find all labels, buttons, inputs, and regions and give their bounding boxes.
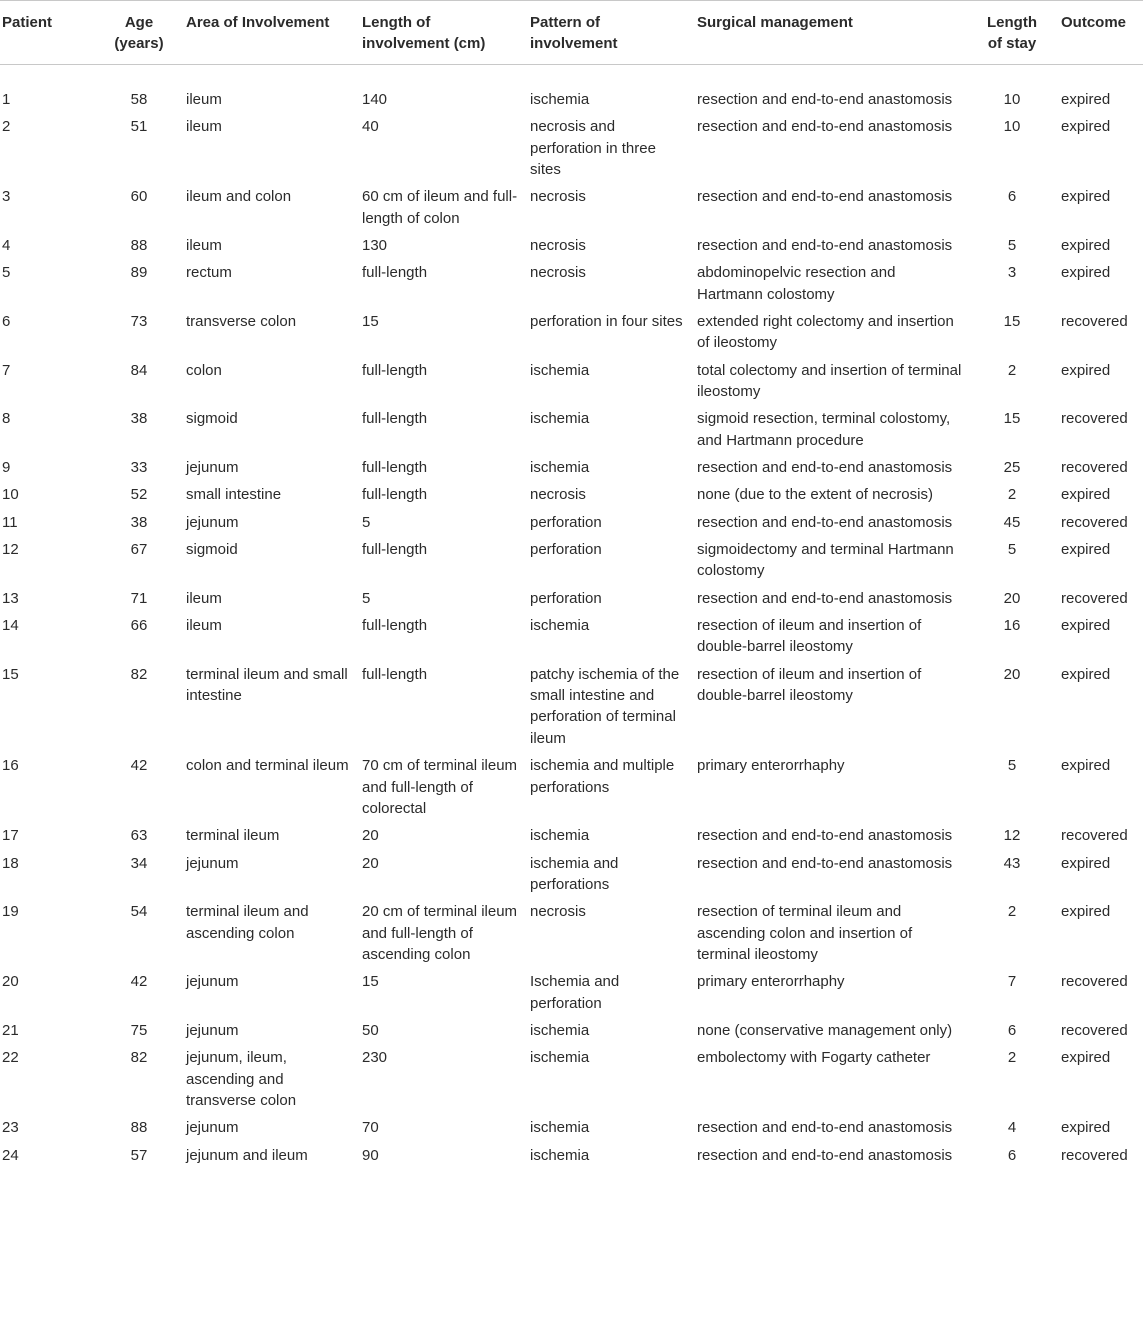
cell-length: 60 cm of ileum and full-length of colon	[362, 188, 518, 227]
cell-outcome: expired	[1061, 757, 1111, 775]
cell-stay: 2	[1007, 903, 1017, 921]
cell-surgical: abdominopelvic resection and Hartmann colostomy	[697, 264, 896, 303]
cell-length: 5	[362, 589, 371, 607]
cell-stay: 2	[1007, 486, 1017, 504]
cell-surgical: none (due to the extent of necrosis)	[697, 486, 933, 504]
cell-stay: 20	[1003, 665, 1021, 683]
cell-surgical: resection and end-to-end anastomosis	[697, 1119, 953, 1137]
cell-length: full-length	[362, 264, 428, 282]
cell-surgical: resection and end-to-end anastomosis	[697, 1146, 953, 1164]
cell-patient: 17	[2, 827, 19, 845]
cell-surgical: primary enterorrhaphy	[697, 973, 845, 991]
cell-age: 88	[130, 1119, 148, 1137]
cell-pattern: necrosis	[530, 264, 586, 282]
cell-age: 42	[130, 757, 148, 775]
cell-area: ileum	[186, 616, 222, 634]
cell-length: 90	[362, 1146, 379, 1164]
header-area: Area of Involvement	[186, 14, 330, 31]
table-row	[0, 453, 1143, 480]
cell-length: 15	[362, 312, 379, 330]
table-row	[0, 307, 1143, 356]
table-row	[0, 751, 1143, 821]
cell-outcome: recovered	[1061, 827, 1128, 845]
cell-area: sigmoid	[186, 410, 238, 428]
cell-length: 20 cm of terminal ileum and full-length of ascending colon	[362, 903, 518, 964]
cell-patient: 8	[2, 410, 11, 428]
cell-age: 82	[130, 1049, 148, 1067]
cell-length: full-length	[362, 665, 428, 683]
cell-patient: 19	[2, 903, 19, 921]
header-row	[0, 1, 1143, 65]
cell-area: jejunum	[186, 973, 239, 991]
cell-patient: 6	[2, 312, 11, 330]
cell-outcome: expired	[1061, 264, 1111, 282]
cell-pattern: necrosis	[530, 188, 586, 206]
cell-pattern: ischemia and perforations	[530, 854, 619, 893]
table-row	[0, 480, 1143, 507]
cell-age: 51	[130, 118, 148, 136]
cell-stay: 15	[1003, 410, 1021, 428]
cell-patient: 23	[2, 1119, 19, 1137]
cell-area: ileum	[186, 589, 222, 607]
cell-surgical: resection and end-to-end anastomosis	[697, 513, 953, 531]
cell-area: jejunum	[186, 1119, 239, 1137]
cell-outcome: expired	[1061, 540, 1111, 558]
cell-patient: 20	[2, 973, 19, 991]
header-length: Length of involvement (cm)	[362, 14, 486, 53]
cell-length: 40	[362, 118, 379, 136]
cell-patient: 9	[2, 459, 11, 477]
cell-pattern: patchy ischemia of the small intestine and perforation of terminal ileum	[530, 665, 680, 747]
cell-patient: 11	[2, 513, 18, 531]
cell-surgical: resection and end-to-end anastomosis	[697, 188, 953, 206]
cell-patient: 21	[2, 1022, 19, 1040]
cell-stay: 43	[1003, 854, 1021, 872]
cell-area: ileum	[186, 90, 222, 108]
table-row	[0, 112, 1143, 182]
cell-stay: 5	[1007, 757, 1017, 775]
table-row	[0, 584, 1143, 611]
cell-outcome: recovered	[1061, 459, 1128, 477]
cell-age: 60	[130, 188, 148, 206]
cell-length: full-length	[362, 616, 428, 634]
cell-length: 20	[362, 854, 379, 872]
table-row	[0, 660, 1143, 752]
cell-pattern: ischemia	[530, 361, 590, 379]
cell-length: full-length	[362, 486, 428, 504]
cell-stay: 45	[1003, 513, 1021, 531]
cell-stay: 20	[1003, 589, 1021, 607]
table-header	[0, 1, 1143, 65]
cell-area: colon and terminal ileum	[186, 757, 349, 775]
cell-age: 54	[130, 903, 148, 921]
cell-patient: 4	[2, 236, 11, 254]
cell-surgical: resection of terminal ileum and ascending colon and insertion of terminal ileostomy	[697, 903, 913, 964]
cell-stay: 6	[1007, 1146, 1017, 1164]
cell-stay: 25	[1003, 459, 1021, 477]
cell-age: 34	[130, 854, 148, 872]
header-stay: Length of stay	[987, 14, 1037, 53]
cell-age: 63	[130, 827, 148, 845]
cell-pattern: ischemia	[530, 1146, 590, 1164]
cell-length: 70 cm of terminal ileum and full-length of colorectal	[362, 757, 518, 817]
cell-outcome: recovered	[1061, 973, 1128, 991]
cell-patient: 15	[2, 665, 19, 683]
cell-age: 58	[130, 90, 148, 108]
table-row	[0, 231, 1143, 258]
cell-length: full-length	[362, 410, 428, 428]
cell-patient: 24	[2, 1146, 19, 1164]
cell-outcome: expired	[1061, 188, 1111, 206]
cell-pattern: perforation in four sites	[530, 312, 683, 330]
cell-patient: 10	[2, 486, 19, 504]
cell-surgical: none (conservative management only)	[697, 1022, 953, 1040]
cell-pattern: perforation	[530, 513, 602, 531]
cell-surgical: resection and end-to-end anastomosis	[697, 118, 953, 136]
cell-surgical: extended right colectomy and insertion of ileostomy	[697, 312, 954, 352]
cell-pattern: ischemia and multiple perforations	[530, 757, 675, 796]
cell-outcome: expired	[1061, 486, 1111, 504]
cell-outcome: expired	[1061, 361, 1111, 379]
table-row	[0, 1141, 1143, 1168]
cell-stay: 2	[1007, 1049, 1017, 1067]
cell-pattern: necrosis	[530, 903, 586, 921]
header-surgical: Surgical management	[697, 14, 853, 31]
cell-age: 67	[130, 540, 148, 558]
table-row	[0, 611, 1143, 660]
table-row	[0, 508, 1143, 535]
cell-stay: 6	[1007, 188, 1017, 206]
cell-area: rectum	[186, 264, 232, 282]
cell-patient: 18	[2, 854, 19, 872]
cell-stay: 10	[1003, 118, 1021, 136]
cell-outcome: expired	[1061, 90, 1111, 108]
cell-area: ileum	[186, 236, 222, 254]
cell-outcome: expired	[1061, 236, 1111, 254]
cell-area: ileum	[186, 118, 222, 136]
cell-outcome: recovered	[1061, 589, 1128, 607]
cell-surgical: sigmoidectomy and terminal Hartmann colostomy	[697, 540, 954, 580]
cell-stay: 4	[1007, 1119, 1017, 1137]
cell-area: terminal ileum and small intestine	[186, 665, 348, 705]
table-body	[0, 64, 1143, 1168]
cell-area: jejunum	[186, 1022, 239, 1040]
cell-stay: 5	[1007, 540, 1017, 558]
table-row	[0, 535, 1143, 584]
cell-patient: 2	[2, 118, 11, 136]
cell-area: jejunum, ileum, ascending and transverse colon	[186, 1049, 297, 1110]
cell-patient: 12	[2, 540, 19, 558]
cell-patient: 14	[2, 616, 19, 634]
table-row	[0, 356, 1143, 405]
table-row	[0, 404, 1143, 453]
cell-pattern: ischemia	[530, 410, 590, 428]
cell-pattern: necrosis	[530, 486, 586, 504]
cell-surgical: resection and end-to-end anastomosis	[697, 90, 953, 108]
cell-pattern: perforation	[530, 540, 602, 558]
cell-stay: 5	[1007, 236, 1017, 254]
cell-area: jejunum and ileum	[186, 1146, 308, 1164]
table-row	[0, 849, 1143, 898]
cell-outcome: recovered	[1061, 410, 1128, 428]
cell-area: jejunum	[186, 854, 239, 872]
cell-patient: 3	[2, 188, 11, 206]
cell-length: full-length	[362, 361, 428, 379]
cell-surgical: sigmoid resection, terminal colostomy, and Hartmann procedure	[697, 410, 951, 449]
cell-surgical: embolectomy with Fogarty catheter	[697, 1049, 931, 1067]
cell-age: 38	[130, 410, 148, 428]
cell-age: 33	[130, 459, 148, 477]
cell-patient: 5	[2, 264, 11, 282]
cell-pattern: ischemia	[530, 827, 590, 845]
table-row	[0, 967, 1143, 1016]
cell-stay: 3	[1007, 264, 1017, 282]
cell-area: ileum and colon	[186, 188, 292, 206]
cell-age: 66	[130, 616, 148, 634]
cell-area: colon	[186, 361, 222, 379]
cell-age: 75	[130, 1022, 148, 1040]
cell-pattern: ischemia	[530, 1119, 590, 1137]
cell-stay: 10	[1003, 90, 1021, 108]
cell-outcome: expired	[1061, 665, 1111, 683]
cell-outcome: expired	[1061, 616, 1111, 634]
cell-stay: 7	[1007, 973, 1017, 991]
cell-age: 71	[130, 589, 148, 607]
table-row	[0, 1043, 1143, 1113]
cell-patient: 1	[2, 90, 11, 108]
cell-pattern: Ischemia and perforation	[530, 973, 620, 1012]
cell-pattern: ischemia	[530, 1049, 590, 1067]
cell-area: small intestine	[186, 486, 282, 504]
cell-age: 73	[130, 312, 148, 330]
cell-surgical: total colectomy and insertion of terminal ileostomy	[697, 361, 962, 401]
cell-pattern: ischemia	[530, 459, 590, 477]
table-row	[0, 1016, 1143, 1043]
cell-age: 38	[130, 513, 148, 531]
cell-patient: 13	[2, 589, 19, 607]
cell-surgical: resection and end-to-end anastomosis	[697, 236, 953, 254]
cell-surgical: resection and end-to-end anastomosis	[697, 827, 953, 845]
cell-area: transverse colon	[186, 312, 297, 330]
cell-outcome: expired	[1061, 854, 1111, 872]
cell-length: 20	[362, 827, 379, 845]
cell-outcome: expired	[1061, 1119, 1111, 1137]
cell-area: sigmoid	[186, 540, 238, 558]
cell-length: 15	[362, 973, 379, 991]
cell-age: 84	[130, 361, 148, 379]
cell-surgical: resection and end-to-end anastomosis	[697, 589, 953, 607]
table-row	[0, 64, 1143, 112]
cell-length: 230	[362, 1049, 388, 1067]
table-row	[0, 258, 1143, 307]
cell-stay: 6	[1007, 1022, 1017, 1040]
table-row	[0, 182, 1143, 231]
cell-pattern: necrosis and perforation in three sites	[530, 118, 656, 178]
cell-length: 140	[362, 90, 388, 108]
header-age: Age (years)	[114, 14, 164, 53]
cell-length: 5	[362, 513, 371, 531]
cell-age: 57	[130, 1146, 148, 1164]
cell-area: jejunum	[186, 513, 239, 531]
header-pattern: Pattern of involvement	[530, 14, 618, 53]
cell-length: full-length	[362, 459, 428, 477]
cell-age: 82	[130, 665, 148, 683]
cell-length: 130	[362, 236, 388, 254]
cell-patient: 22	[2, 1049, 19, 1067]
cell-surgical: resection and end-to-end anastomosis	[697, 854, 953, 872]
cell-patient: 7	[2, 361, 11, 379]
cell-outcome: recovered	[1061, 1022, 1128, 1040]
cell-age: 89	[130, 264, 148, 282]
cell-patient: 16	[2, 757, 19, 775]
table-row	[0, 1113, 1143, 1140]
cell-stay: 2	[1007, 361, 1017, 379]
cell-surgical: resection and end-to-end anastomosis	[697, 459, 953, 477]
header-outcome: Outcome	[1061, 14, 1127, 31]
cell-surgical: resection of ileum and insertion of double-barrel ileostomy	[697, 665, 922, 705]
cell-length: 50	[362, 1022, 379, 1040]
cell-outcome: recovered	[1061, 312, 1128, 330]
cell-age: 52	[130, 486, 148, 504]
cell-stay: 12	[1003, 827, 1021, 845]
header-patient: Patient	[2, 14, 53, 31]
cell-outcome: expired	[1061, 1049, 1111, 1067]
cell-pattern: necrosis	[530, 236, 586, 254]
cell-length: full-length	[362, 540, 428, 558]
cell-age: 42	[130, 973, 148, 991]
cell-pattern: ischemia	[530, 1022, 590, 1040]
table-row	[0, 821, 1143, 848]
cell-area: jejunum	[186, 459, 239, 477]
cell-age: 88	[130, 236, 148, 254]
cell-stay: 15	[1003, 312, 1021, 330]
cell-surgical: primary enterorrhaphy	[697, 757, 845, 775]
cell-pattern: ischemia	[530, 616, 590, 634]
cell-area: terminal ileum and ascending colon	[186, 903, 309, 942]
cell-stay: 16	[1003, 616, 1021, 634]
cell-outcome: recovered	[1061, 513, 1128, 531]
cell-pattern: ischemia	[530, 90, 590, 108]
cell-outcome: recovered	[1061, 1146, 1128, 1164]
cell-surgical: resection of ileum and insertion of double-barrel ileostomy	[697, 616, 922, 656]
cell-area: terminal ileum	[186, 827, 280, 845]
cell-outcome: expired	[1061, 118, 1111, 136]
cell-length: 70	[362, 1119, 379, 1137]
cell-pattern: perforation	[530, 589, 602, 607]
cell-outcome: expired	[1061, 903, 1111, 921]
table-row	[0, 897, 1143, 967]
